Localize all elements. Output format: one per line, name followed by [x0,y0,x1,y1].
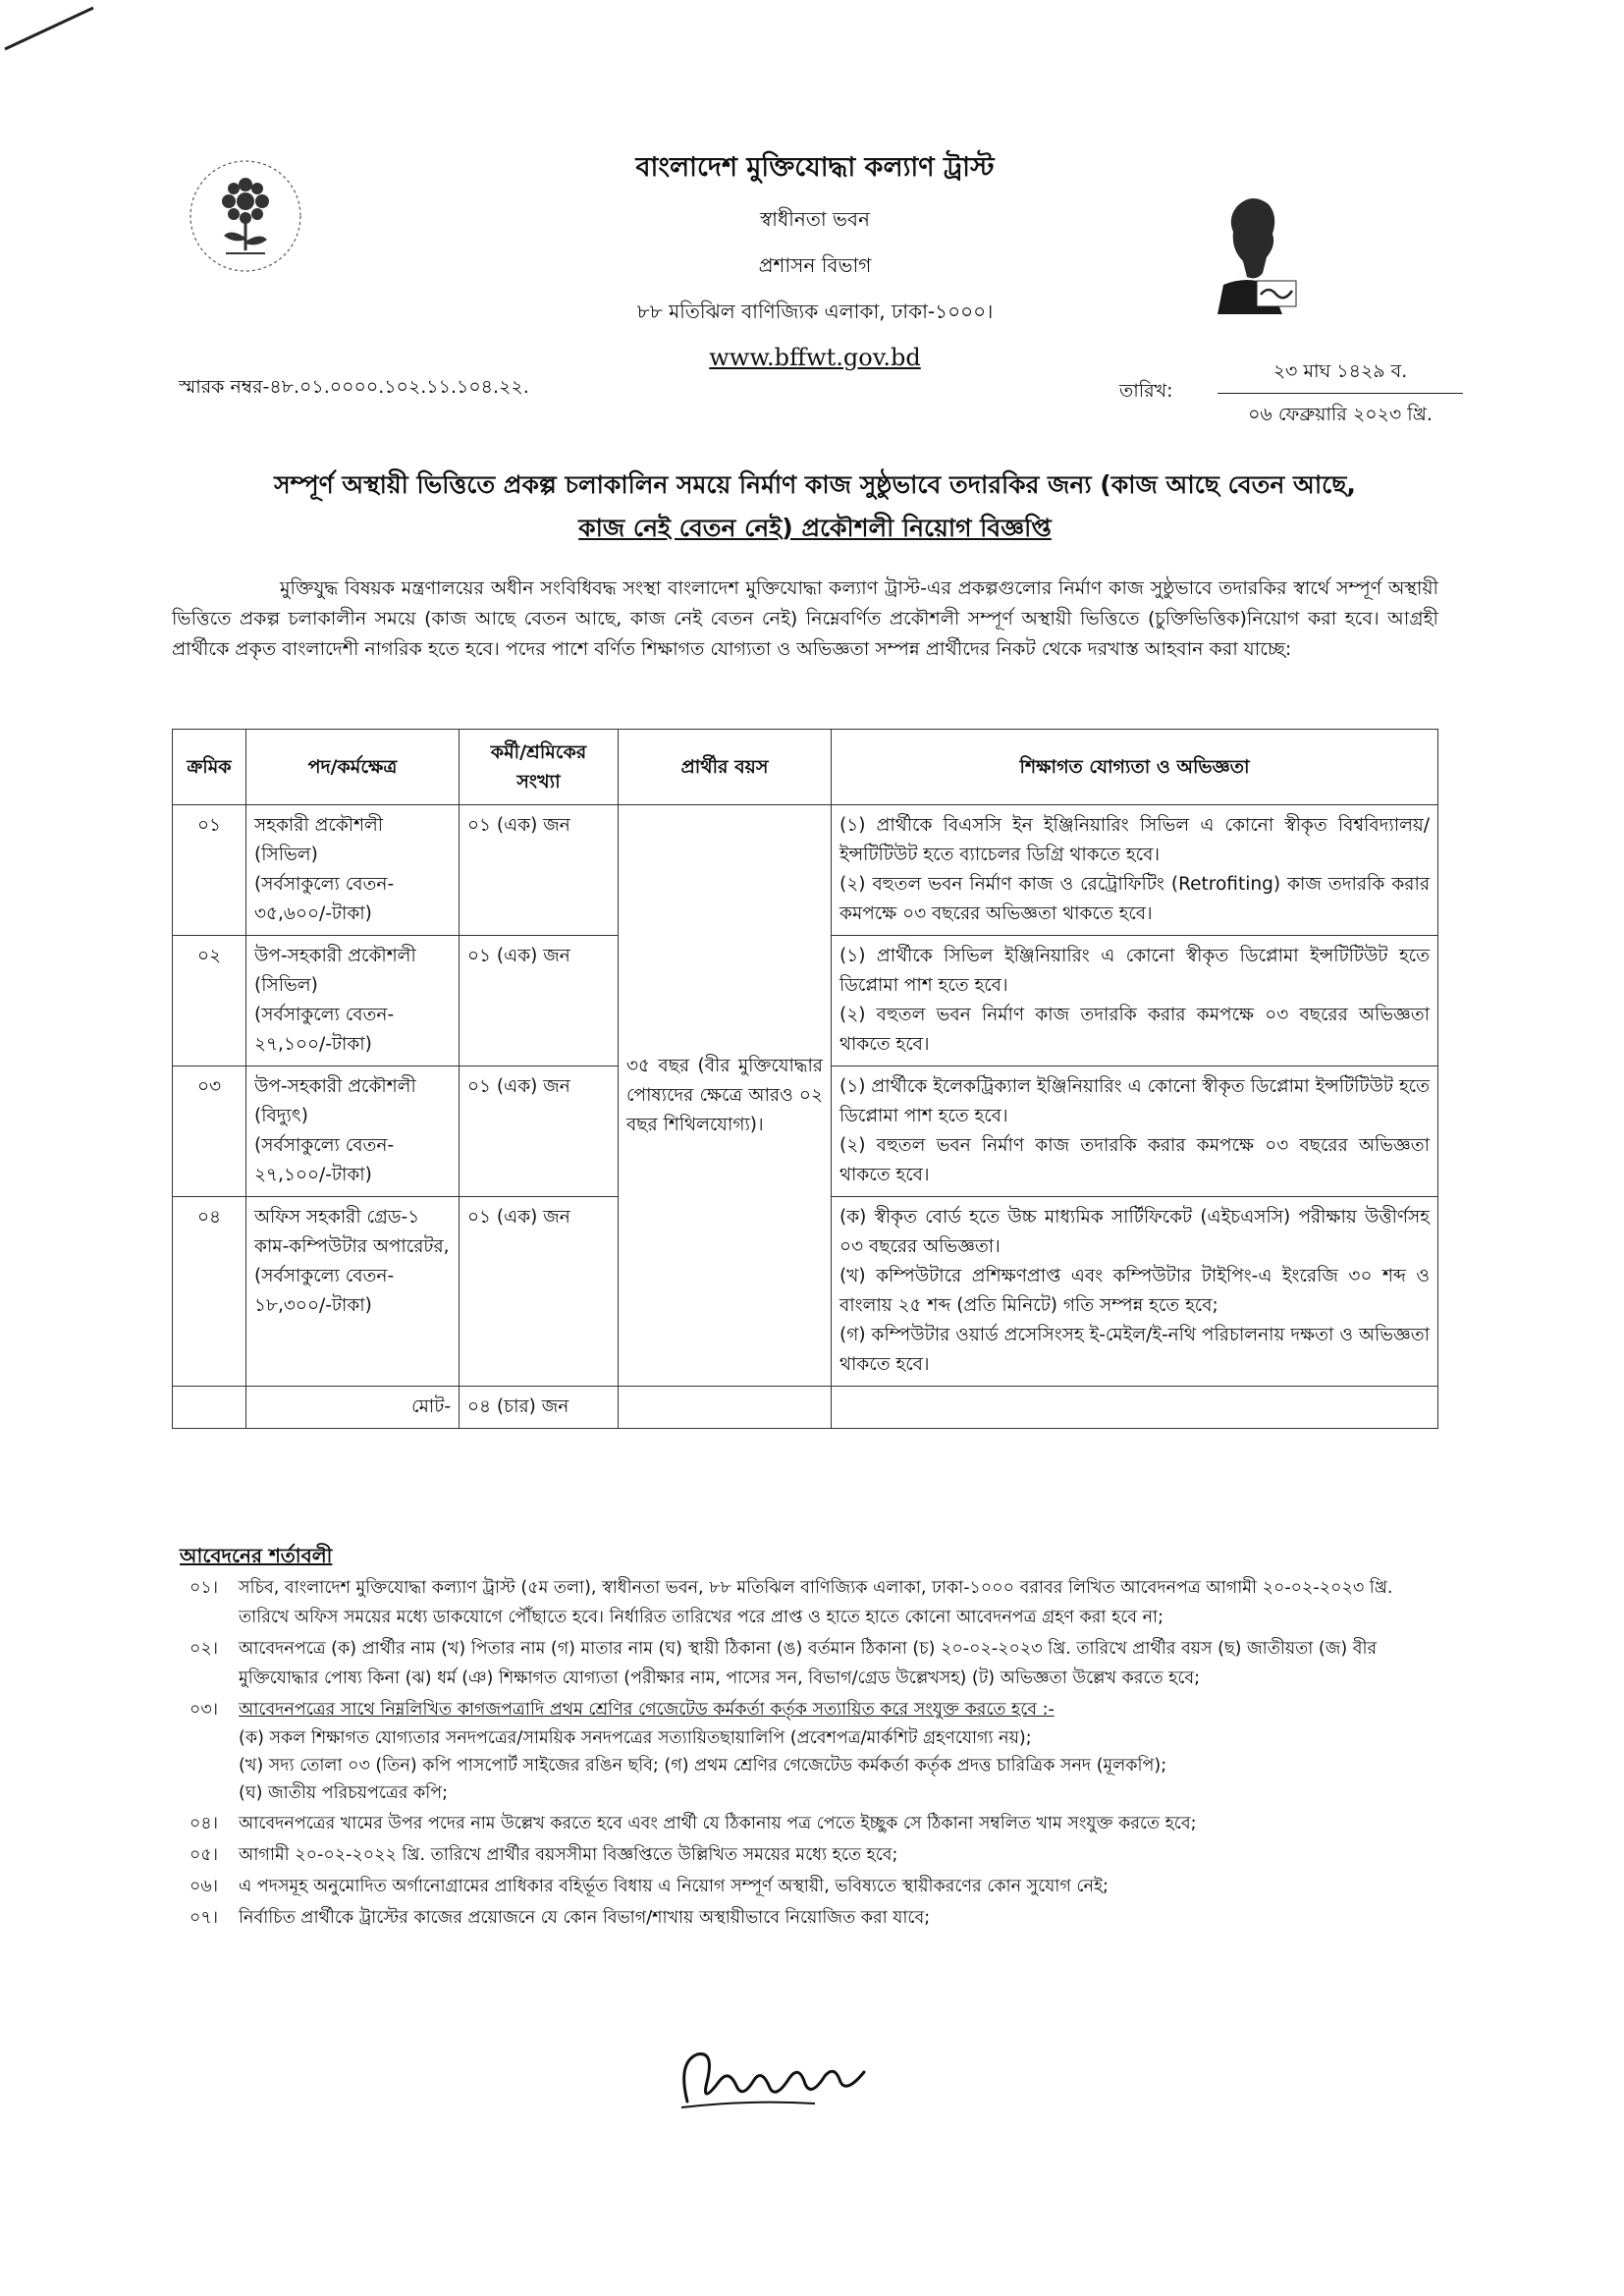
condition-sub-item: (ক) সকল শিক্ষাগত যোগ্যতার সনদপত্রের/সাময়িক সনদপত্রের সত্যায়িতছায়ালিপি (প্রবেশপত্র/মার্কশিট গ্রহণযোগ্য নয়); [239,1728,1032,1748]
total-empty-cell [832,1387,1438,1429]
post-salary: (সর্বসাকুল্যে বেতন- ৩৫,৬০০/-টাকা) [254,874,395,924]
memo-number: স্মারক নম্বর-৪৮.০১.০০০০.১০২.১১.১০৪.২২. [179,376,529,398]
qualification-item: (২) বহুতল ভবন নির্মাণ কাজ ও রেট্রোফিটিং (Retrofiting) কাজ তদারকি করার কমপক্ষে ০৩ বছরের অভিজ্ঞতা থাকতে হবে। [839,874,1430,924]
row-qualification [832,1197,1438,1387]
qualification-item: (গ) কম্পিউটার ওয়ার্ড প্রসেসিংসহ ই-মেইল/ই-নথি পরিচালনায় দক্ষতা ও অভিজ্ঞতা থাকতে হবে। [839,1325,1430,1375]
row-post [246,1197,460,1387]
org-address: ৮৮ মতিঝিল বাণিজ্যিক এলাকা, ঢাকা-১০০০। [636,300,994,323]
condition-number: ০১। [189,1578,218,1598]
post-salary: (সর্বসাকুল্যে বেতন- ২৭,১০০/-টাকা) [254,1005,395,1055]
total-label: মোট- [246,1387,460,1429]
signature-icon [668,2043,884,2121]
scan-mark [0,0,108,79]
post-salary: (সর্বসাকুল্যে বেতন- ১৮,৩০০/-টাকা) [254,1266,395,1316]
row-serial: ০২ [173,936,246,1066]
org-building: স্বাধীনতা ভবন [760,207,870,231]
condition-sub-item: (খ) সদ্য তোলা ০৩ (তিন) কপি পাসপোর্ট সাইজের রঙিন ছবি; (গ) প্রথম শ্রেণির গেজেটেড কর্মকর্তা কর্তৃক প্রদত্ত চারিত্রিক সনদ (মূলকপি); [239,1756,1167,1776]
condition-item [180,1872,1446,1901]
row-serial: ০১ [173,805,246,936]
total-empty-cell [173,1387,246,1429]
qualification-item: (খ) কম্পিউটারে প্রশিক্ষণপ্রাপ্ত এবং কম্পিউটার টাইপিং-এ ইংরেজি ৩০ শব্দ ও বাংলায় ২৫ শব্দ (প্রতি মিনিটে) গতি সম্পন্ন হতে হবে; [839,1266,1430,1316]
row-post [246,805,460,936]
row-qualification [832,805,1438,936]
conditions-title: আবেদনের শর্তাবলী [180,1544,333,1567]
condition-number: ০৭। [189,1908,219,1928]
total-value: ০৪ (চার) জন [460,1387,619,1429]
condition-text: আগামী ২০-০২-২০২২ খ্রি. তারিখে প্রার্থীর বয়সসীমা বিজ্ঞপ্তিতে উল্লিখিত সময়ের মধ্যে হতে হবে; [239,1845,898,1865]
condition-text: আবেদনপত্রে (ক) প্রার্থীর নাম (খ) পিতার নাম (গ) মাতার নাম (ঘ) স্থায়ী ঠিকানা (ঙ) বর্তমান ঠিকানা (চ) ২০-০২-২০২৩ খ্রি. তারিখে প্রার্থীর বয়স (ছ) জাতীয়তা (জ) বীর মুক্তিযোদ্ধার পোষ্য কিনা (ঝ) ধর্ম (ঞ) শিক্ষাগত যোগ্যতা (পরীক্ষার নাম, পাসের সন, বিভাগ/গ্রেড উল্লেখসহ) (ট) অভিজ্ঞতা উল্লেখ করতে হবে; [239,1639,1378,1688]
row-count: ০১ (এক) জন [460,1066,619,1197]
condition-item [180,1840,1446,1870]
condition-number: ০৫। [189,1845,218,1865]
post-title: উপ-সহকারী প্রকৌশলী (বিদ্যুৎ) [254,1076,416,1126]
condition-item [180,1809,1446,1838]
header-count: কর্মী/শ্রমিকের সংখ্যা [460,730,619,805]
row-post [246,936,460,1066]
condition-item [180,1695,1446,1807]
post-title: অফিস সহকারী গ্রেড-১ কাম-কম্পিউটার অপারেটর, [254,1207,450,1257]
letterhead [511,147,1119,371]
row-count: ০১ (এক) জন [460,936,619,1066]
headline-line-2: কাজ নেই বেতন নেই) প্রকৌশলী নিয়োগ বিজ্ঞপ্তি [578,514,1052,542]
condition-item [180,1903,1446,1933]
row-count: ০১ (এক) জন [460,805,619,936]
org-department: প্রশাসন বিভাগ [758,253,872,277]
post-title: সহকারী প্রকৌশলী (সিভিল) [254,815,384,865]
post-title: উপ-সহকারী প্রকৌশলী (সিভিল) [254,946,416,996]
row-serial: ০৪ [173,1197,246,1387]
row-serial: ০৩ [173,1066,246,1197]
mujib-centenary-logo-icon [1198,187,1306,324]
table-header-row [173,730,1438,805]
condition-sub-item: (ঘ) জাতীয় পরিচয়পত্রের কপি; [239,1783,449,1803]
conditions-list [180,1573,1446,1935]
condition-text: এ পদসমূহ অনুমোদিত অর্গানোগ্রামের প্রাধিকার বহির্ভূত বিধায় এ নিয়োগ সম্পূর্ণ অস্থায়ী, ভবিষ্যতে স্থায়ীকরণের কোন সুযোগ নেই; [239,1877,1109,1896]
row-qualification [832,936,1438,1066]
date-label: তারিখ: [1119,380,1173,402]
condition-text: আবেদনপত্রের সাথে নিম্নলিখিত কাগজপত্রাদি প্রথম শ্রেণির গেজেটেড কর্মকর্তা কর্তৃক সত্যায়িত করে সংযুক্ত করতে হবে :- [239,1700,1055,1720]
condition-text: সচিব, বাংলাদেশ মুক্তিযোদ্ধা কল্যাণ ট্রাস্ট (৫ম তলা), স্বাধীনতা ভবন, ৮৮ মতিঝিল বাণিজ্যিক এলাকা, ঢাকা-১০০০ বরাবর লিখিত আবেদনপত্র আগামী ২০-০২-২০২৩ খ্রি. তারিখে অফিস সময়ের মধ্যে ডাকযোগে পৌঁছাতে হবে। নির্ধারিত তারিখের পরে প্রাপ্ত ও হাতে হাতে কোনো আবেদনপত্র গ্রহণ করা হবে না; [239,1578,1393,1627]
table-row [173,805,1438,936]
org-website-link[interactable]: www.bffwt.gov.bd [709,344,921,371]
qualification-item: (১) প্রার্থীকে সিভিল ইঞ্জিনিয়ারিং এ কোনো স্বীকৃত ডিপ্লোমা ইন্সটিটিউট হতে ডিপ্লোমা পাশ হতে হবে। [839,946,1430,996]
qualification-item: (১) প্রার্থীকে ইলেকট্রিক্যাল ইঞ্জিনিয়ারিং এ কোনো স্বীকৃত ডিপ্লোমা ইন্সটিটিউট হতে ডিপ্লোমা পাশ হতে হবে। [839,1076,1430,1126]
header-post: পদ/কর্মক্ষেত্র [246,730,460,805]
org-name: বাংলাদেশ মুক্তিযোদ্ধা কল্যাণ ট্রাস্ট [635,152,995,183]
trust-logo-icon [187,157,304,275]
header-serial: ক্রমিক [173,730,246,805]
qualification-item: (২) বহুতল ভবন নির্মাণ কাজ তদারকি করার কমপক্ষে ০৩ বছরের অভিজ্ঞতা থাকতে হবে। [839,1005,1430,1055]
row-count: ০১ (এক) জন [460,1197,619,1387]
post-salary: (সর্বসাকুল্যে বেতন- ২৭,১০০/-টাকা) [254,1135,395,1185]
condition-number: ০৪। [189,1814,218,1833]
date-gregorian: ০৬ ফেব্রুয়ারি ২০২৩ খ্রি. [1248,404,1433,425]
condition-number: ০৩। [189,1700,219,1720]
posts-table [172,729,1438,1429]
header-qualification: শিক্ষাগত যোগ্যতা ও অভিজ্ঞতা [832,730,1438,805]
condition-item [180,1573,1446,1632]
table-total-row [173,1387,1438,1429]
condition-text: আবেদনপত্রের খামের উপর পদের নাম উল্লেখ করতে হবে এবং প্রার্থী যে ঠিকানায় পত্র পেতে ইচ্ছুক সে ঠিকানা সম্বলিত খাম সংযুক্ত করতে হবে; [239,1814,1197,1833]
date-bangla: ২৩ মাঘ ১৪২৯ ব. [1218,357,1463,394]
condition-number: ০৬। [189,1877,219,1896]
row-qualification [832,1066,1438,1197]
condition-number: ০২। [189,1639,219,1659]
total-empty-cell [619,1387,832,1429]
notice-headline [167,464,1463,550]
condition-text: নির্বাচিত প্রার্থীকে ট্রাস্টের কাজের প্রয়োজনে যে কোন বিভাগ/শাখায় অস্থায়ীভাবে নিয়োজিত করা যাবে; [239,1908,931,1928]
qualification-item: (২) বহুতল ভবন নির্মাণ কাজ তদারকি করার কমপক্ষে ০৩ বছরের অভিজ্ঞতা থাকতে হবে। [839,1135,1430,1185]
header-age: প্রার্থীর বয়স [619,730,832,805]
age-requirement: ৩৫ বছর (বীর মুক্তিযোদ্ধার পোষ্যদের ক্ষেত্রে আরও ০২ বছর শিথিলযোগ্য)। [619,805,832,1387]
row-post [246,1066,460,1197]
qualification-item: (ক) স্বীকৃত বোর্ড হতে উচ্চ মাধ্যমিক সার্টিফিকেট (এইচএসসি) পরীক্ষায় উত্তীর্ণসহ ০৩ বছরের অভিজ্ঞতা। [839,1207,1430,1257]
headline-line-1: সম্পূর্ণ অস্থায়ী ভিত্তিতে প্রকল্প চলাকালিন সময়ে নির্মাণ কাজ সুষ্ঠুভাবে তদারকির জন্য (কাজ আছে বেতন আছে, [274,470,1356,499]
condition-item [180,1634,1446,1693]
intro-paragraph: মুক্তিযুদ্ধ বিষয়ক মন্ত্রণালয়ের অধীন সংবিধিবদ্ধ সংস্থা বাংলাদেশ মুক্তিযোদ্ধা কল্যাণ ট্রাস্ট-এর প্রকল্পগুলোর নির্মাণ কাজ সুষ্ঠুভাবে তদারকির স্বার্থে সম্পূর্ণ অস্থায়ী ভিত্তিতে প্রকল্প চলাকালীন সময়ে (কাজ আছে বেতন আছে, কাজ নেই বেতন নেই) নিম্নেবর্ণিত প্রকৌশলী সম্পূর্ণ অস্থায়ী ভিত্তিতে (চুক্তিভিত্তিক)নিয়োগ করা হবে। আগ্রহী প্রার্থীকে প্রকৃত বাংলাদেশী নাগরিক হতে হবে। পদের পাশে বর্ণিত শিক্ষাগত যোগ্যতা ও অভিজ্ঞতা সম্পন্ন প্রার্থীদের নিকট থেকে দরখাস্ত আহবান করা যাচ্ছে: [172,577,1438,660]
qualification-item: (১) প্রার্থীকে বিএসসি ইন ইঞ্জিনিয়ারিং সিভিল এ কোনো স্বীকৃত বিশ্ববিদ্যালয়/ইন্সটিটিউট হতে ব্যাচেলর ডিগ্রি থাকতে হবে। [839,815,1430,865]
